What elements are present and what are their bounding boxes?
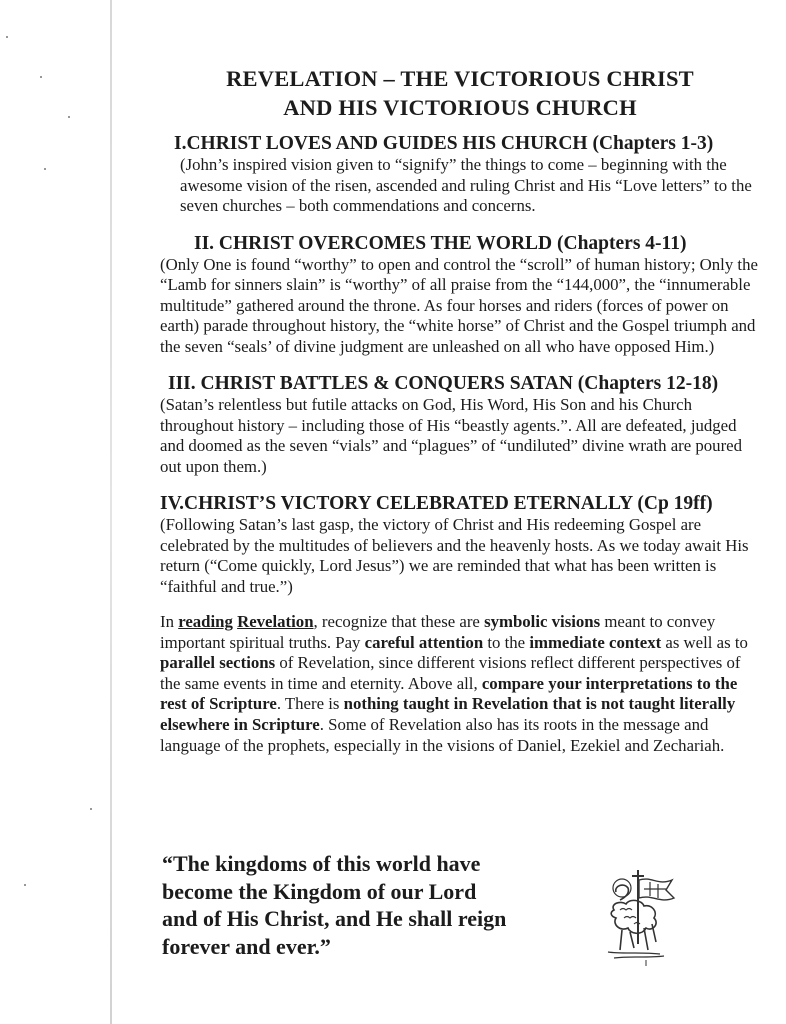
- instructions-bold: symbolic visions: [484, 612, 601, 631]
- reading-instructions: [160, 612, 760, 756]
- section-heading: II. CHRIST OVERCOMES THE WORLD (Chapters 4-11): [194, 232, 687, 254]
- quote-line-4: forever and ever.”: [162, 933, 331, 959]
- quote-line-1: “The kingdoms of this world have: [162, 851, 481, 876]
- section-heading: III. CHRIST BATTLES & CONQUERS SATAN (Chapters 12-18): [168, 373, 719, 394]
- document-page: [160, 64, 760, 756]
- section-heading: IV.CHRIST’S VICTORY CELEBRATED ETERNALLY (Cp 19ff): [160, 493, 713, 514]
- section-1: [160, 132, 760, 217]
- quote-line-2: become the Kingdom of our Lord: [162, 878, 477, 904]
- section-heading: I.CHRIST LOVES AND GUIDES HIS CHURCH (Chapters 1-3): [174, 133, 714, 154]
- instructions-text: In: [160, 612, 179, 631]
- instructions-text: , recognize that these are: [313, 612, 485, 631]
- instructions-text: as well as to: [661, 632, 748, 652]
- instructions-underlined: reading: [178, 612, 233, 631]
- instructions-underlined: Revelation: [237, 612, 314, 631]
- instructions-bold: compare your interpretations to the rest of Scripture: [160, 673, 738, 714]
- instructions-bold: careful attention: [364, 632, 484, 652]
- section-body: (John’s inspired vision given to “signify” the things to come – beginning with the awesome vision of the risen, ascended and ruling Christ and His “Love letters” to the seven churches – both commendations and concerns.: [180, 155, 752, 215]
- document-title: [160, 64, 760, 122]
- title-line-1: REVELATION – THE VICTORIOUS CHRIST: [226, 66, 694, 91]
- instructions-text: of Revelation, since different visions reflect different perspectives of the same events in time and eternity. Above all,: [160, 653, 741, 693]
- scan-speck: [24, 884, 26, 886]
- instructions-bold: nothing taught in Revelation that is not taught literally elsewhere in Scripture: [160, 694, 736, 734]
- section-body: (Only One is found “worthy” to open and control the “scroll” of human history; Only the “Lamb for sinners slain” is “worthy” of all praise from the “144,000”, the “innumerable multitude” gathered around the throne. As four horses and riders (forces of power on earth) parade throughout history, the “white horse” of Christ and the Gospel triumph and the seven “seals’ of divine judgment are unleashed on all who have opposed Him.): [160, 254, 758, 356]
- section-body: (Satan’s relentless but futile attacks on God, His Word, His Son and his Church throughout history – including those of His “beastly agents.”. All are defeated, judged and doomed as the seven “vials” and “plagues” of “undiluted” divine wrath are poured out upon them.): [160, 395, 743, 476]
- section-2: [160, 232, 760, 358]
- title-line-2: AND HIS VICTORIOUS CHURCH: [283, 95, 637, 120]
- section-body: (Following Satan’s last gasp, the victory of Christ and His redeeming Gospel are celebrated by the multitudes of believers and the heavenly hosts. As we today await His return (“Come quickly, Lord Jesus”) we are reminded that what has been written is “faithful and true.”): [160, 515, 749, 596]
- instructions-bold: immediate context: [529, 632, 662, 652]
- scan-speck: [44, 168, 46, 170]
- instructions-text: meant to convey important spiritual truths. Pay: [160, 612, 716, 652]
- lamb-with-banner-icon: [600, 866, 688, 966]
- section-3: [160, 372, 760, 477]
- scan-speck: [90, 808, 92, 810]
- instructions-text: to the: [483, 632, 530, 652]
- scan-speck: [6, 36, 8, 38]
- instructions-text: . There is: [276, 694, 344, 714]
- closing-quote: [162, 850, 582, 960]
- scan-speck: [68, 116, 70, 118]
- instructions-bold: parallel sections: [160, 653, 276, 673]
- quote-line-3: and of His Christ, and He shall reign: [162, 906, 507, 931]
- instructions-text: . Some of Revelation also has its roots in the message and language of the prophets, especially in the visions of Daniel, Ezekiel and Zechariah.: [160, 714, 725, 755]
- scan-speck: [40, 76, 42, 78]
- section-4: [160, 492, 760, 597]
- scan-binding-edge: [110, 0, 112, 1024]
